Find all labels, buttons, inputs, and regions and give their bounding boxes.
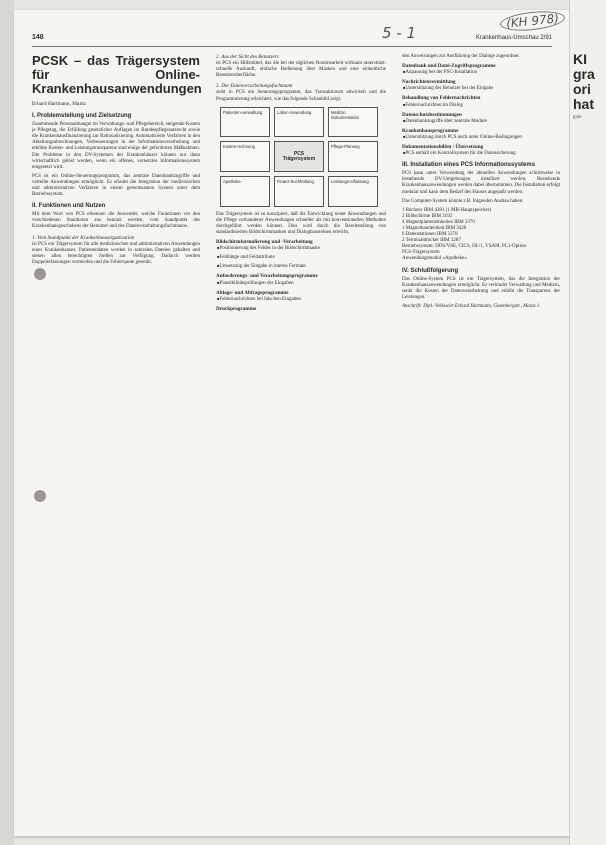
list-item: ■ Positionierung des Feldes in der Bildschirmmaske xyxy=(216,245,386,252)
label: Behandlung von Fehlernachrichten xyxy=(402,95,481,102)
list-item: ■ Unterstützung durch PCS auch unter Online-Bedingungen xyxy=(402,134,560,141)
author-address: Anschrift: Dipl.-Volkswirt Erhard Hartmann, Gutenbergstr., Mainz 1 xyxy=(402,303,540,309)
subsection-heading: 2. Aus der Sicht des Benutzers xyxy=(216,54,279,60)
paragraph: Mit dem Wort von PCS erkennen die Anwender, welche Funktionen vor den verschiedenen Standorten aus benutzt werden, vom Standpunkt des Krankenhausgeschehens der Benutzer und des Datenverarbeitungsfachmanns. xyxy=(32,212,200,230)
handwritten-number: 5 - 1 xyxy=(382,24,417,42)
diagram-center-box: PCS Trägersystem xyxy=(274,141,324,172)
list-item: Anwendungsmodul »Apotheke« xyxy=(402,256,467,262)
list-item: ■ Feldlänge und Feldattribute xyxy=(216,254,386,261)
list-item: ■ Datenbankzugriffe über zentrale Module xyxy=(402,118,560,125)
list-item: Betriebssystem: DOS/VSE, CICS, DL/1, VSAM, PL1-Option xyxy=(402,244,526,250)
list-item: 4 Magnetplatteneinheiten IBM 3370 xyxy=(402,219,475,225)
subsection-heading: 3. Der Datenverarbeitungsfachmann xyxy=(216,83,293,90)
diagram-box: Pflege-Planung xyxy=(328,141,378,172)
list-item: ■ Anpassung bei der PSC-Installation xyxy=(402,69,560,76)
architecture-diagram xyxy=(220,107,378,207)
adjacent-page-text: KI gra ori hat xyxy=(573,51,595,112)
list-item: ■ Unterstützung der Benutzer bei der Eingabe xyxy=(402,85,560,92)
list-item: ■ Fehlernachrichten im Dialog xyxy=(402,102,560,109)
list-item: 6 Datenstationen IBM 3278 xyxy=(402,232,458,238)
section-heading: III. Installation eines PCS Informationssystems xyxy=(402,162,536,169)
article-title: PCSK – das Trägersystem für Online-Krankenhausanwendungen xyxy=(32,53,202,96)
diagram-box: Patienten-verwaltung xyxy=(220,107,270,138)
list-item: ■ Fehlernachrichten bei falschen Eingaben xyxy=(216,296,386,303)
paragraph: den Anweisungen zur Ausführung der Dialoge zugeordnet. xyxy=(402,54,520,59)
paragraph: PCS ist ein Online-Steuerungsprogramm, das zentrale Datenbankzugriffe und verteilte Anwendungen ermöglicht. Es erlaubt die Integration der medizinischen und administrativen Verfahren in einem gemeinsamen System unter dem Betriebssystem. xyxy=(32,173,200,198)
section-heading: IV. Schlußfolgerung xyxy=(402,267,459,274)
scan-edge xyxy=(0,0,14,845)
paragraph: ist PCS ein Trägersystem für alle medizinischen und administrativen Anwendungen eines Krankenhauses. Patientendaten werden in zentralen Dateien gehalten und stehen allen berechtigten Stellen zur Verfügung. Dadurch werden Doppelerfassungen vermieden und die Fehlerquote gesenkt. xyxy=(32,241,200,265)
adjacent-page-snippet: gute xyxy=(573,115,582,120)
column-1 xyxy=(32,54,200,269)
list-item: 2 Bildschirme IBM 3192 xyxy=(402,213,453,219)
page-header xyxy=(32,32,552,47)
subsection-heading: 1. Vom Standpunkt der Krankenhausorganisation xyxy=(32,234,135,241)
label: Krankenhausprogramme xyxy=(402,127,459,134)
diagram-box: Apotheke xyxy=(220,176,270,207)
list-item: ■ Plausibilitätsprüfungen der Eingaben xyxy=(216,280,386,287)
section-heading: II. Funktionen und Nutzen xyxy=(32,203,106,210)
column-2 xyxy=(216,54,386,312)
list-item: 1 Rechner IBM 4381 (1 MB-Hauptspeicher) xyxy=(402,207,492,213)
diagram-box: Medizin. Dokumentation xyxy=(328,107,378,138)
label: Datenschutzbestimmungen xyxy=(402,111,462,118)
label: Ablage- und Abfrageprogramme xyxy=(216,289,289,296)
document-page xyxy=(14,10,570,836)
label: Datenbank und Datei-Zugriffsprogramme xyxy=(402,63,496,70)
journal-name: Krankenhaus-Umschau 2/91 xyxy=(475,35,552,41)
handwritten-tag: (KH 978) xyxy=(499,10,566,33)
diagram-box: Leistungs-erfassung xyxy=(328,176,378,207)
equipment-list xyxy=(402,208,560,263)
section-heading: I. Problemstellung und Zielsetzung xyxy=(32,113,132,120)
article-authors: Erhard Hartmann, Mainz xyxy=(32,101,87,107)
paragraph: Das Online-System PCS ist ein Trägersystem, das die Integration der Krankenhausanwendungen ermöglicht. Es verbindet Verwaltung und Medizin, senkt die Kosten der Datenverarbeitung und erhöht die Transparenz der Leistungen. xyxy=(402,276,560,300)
list-item: 2 Terminaldrucker IBM 3287 xyxy=(402,238,461,244)
paragraph: Zunehmende Personalmangel im Verwaltungs- und Pflegebereich, steigende Kosten je Pflegetag, die Erfüllung gesetzlicher Auflagen im Bundespflegesatzrecht sowie die Krankenhausfinanzierung zur Rationalisierung. Automatisierte Verfahren in den Abteilungsabrechnungen, Verbesserungen in der Informationsverarbeitung und erhöhte Kosten- und Leistungstransparenz sind einige der geforderten Maßnahmen. Die Probleme in den DV-Systemen der Krankenhäuser können nur dann wirtschaftlich gelöst werden, wenn ein offenes, vernetztes Informationssystem eingesetzt wird. xyxy=(32,122,200,170)
column-3 xyxy=(402,54,560,313)
paragraph: ist PCS ein Hilfsmittel, das die bei der täglichen Routinearbeit wirksam unterstützt: schnelle Auskunft, einfache Bedienung über Masken und eine einheitliche Benutzeroberfläche. xyxy=(216,61,386,79)
diagram-box: Labor-Anwendung xyxy=(274,107,324,138)
list-item: 1 Magnetbandeinheit IBM 3420 xyxy=(402,225,467,231)
punch-hole-icon xyxy=(34,490,46,502)
label: Bildschirmformulierung und -Verarbeitung xyxy=(216,239,313,246)
label: Dokumentationshilfen / Übersetzung xyxy=(402,144,484,151)
list-item: ■ PCS enthält ein Kontrollsystem für die Datensicherung xyxy=(402,150,560,157)
paragraph: Das Trägersystem ist so konzipiert, daß die Entwicklung neuer Anwendungen und die Pflege vorhandener Anwendungen schneller als mit konventionellen Methoden durchgeführt werden können. Dies wird durch die Bereitstellung von standardisierten Bildschirmmasken und Dialogbausteinen erreicht. xyxy=(216,211,386,235)
label: Anforderungs- und Verarbeitungsprogramme xyxy=(216,273,318,280)
punch-hole-icon xyxy=(34,268,46,280)
page-number: 148 xyxy=(32,34,44,41)
paragraph: sieht in PCS ein Steuerungsprogramm, das Transaktionen abwickelt und die Programmierung erleichtert, wie das folgende Schaubild zeigt. xyxy=(216,90,386,102)
list-item: ■ Umsetzung der Eingabe in interne Formate xyxy=(216,263,386,270)
list-item: PCS-Trägersystem xyxy=(402,250,440,256)
paragraph: Das Computer-System könnte z.B. folgenden Ausbau haben: xyxy=(402,198,524,204)
adjacent-page-edge xyxy=(569,0,606,845)
diagram-box: Finanz-buchhaltung xyxy=(274,176,324,207)
label: Nachrichtenvermittlung xyxy=(402,79,456,86)
diagram-box: Kosten-rechnung xyxy=(220,141,270,172)
label: Druckprogramme xyxy=(216,305,257,312)
paragraph: PCS kann unter Verwendung der aktuellen Anwendungen schrittweise in bestehende DV-Umgebungen installiert werden. Bestehende Krankenhausanwendungen werden dabei übernommen. Die Installation erfolgt modular und kann dem Bedarf des Hauses angepaßt werden. xyxy=(402,171,560,195)
